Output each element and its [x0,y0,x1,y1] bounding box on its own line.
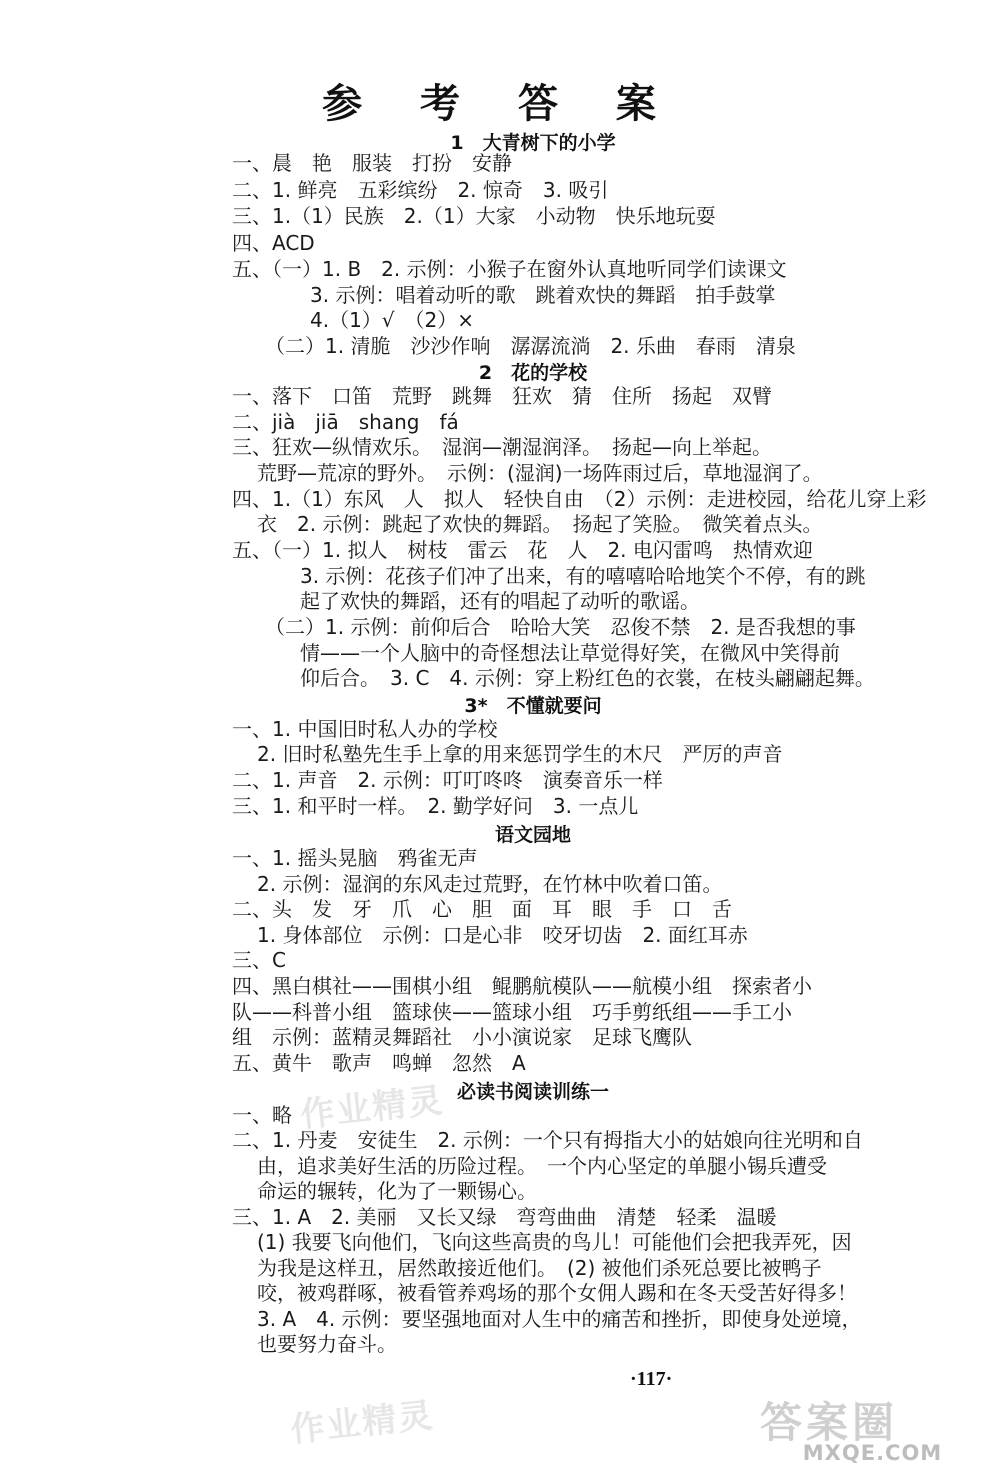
answer-line: 仰后合。 3. C 4. 示例：穿上粉红色的衣裳，在枝头翩翩起舞。 [300,666,875,690]
answer-line: 由，追求美好生活的历险过程。 一个内心坚定的单腿小锡兵遭受 [257,1154,827,1178]
answer-line: 组 示例：蓝精灵舞蹈社 小小演说家 足球飞鹰队 [232,1025,692,1049]
answer-line: (1) 我要飞向他们，飞向这些高贵的鸟儿！可能他们会把我弄死，因 [257,1230,852,1254]
answer-line: 二、1. 鲜亮 五彩缤纷 2. 惊奇 3. 吸引 [232,178,609,202]
answer-line: 1. 身体部位 示例：口是心非 咬牙切齿 2. 面红耳赤 [257,923,748,947]
answer-line: 三、狂欢—纵情欢乐。 湿润—潮湿润泽。 扬起—向上举起。 [232,435,772,459]
answer-line: 2. 示例：湿润的东风走过荒野，在竹林中吹着口笛。 [257,872,723,896]
section-heading: 3* 不懂就要问 [464,695,602,717]
answer-line: 为我是这样丑，居然敢接近他们。 (2) 被他们杀死总要比被鸭子 [257,1256,822,1280]
answer-line: 四、ACD [232,231,315,255]
answer-line: （二）1. 清脆 沙沙作响 潺潺流淌 2. 乐曲 春雨 清泉 [265,334,796,358]
answer-line: 命运的辗转，化为了一颗锡心。 [257,1179,537,1203]
answer-line: 情——一个人脑中的奇怪想法让草觉得好笑，在微风中笑得前 [300,641,840,665]
watermark-logo-cn: 答案圈 [760,1398,899,1447]
answer-line: 五、黄牛 歌声 鸣蝉 忽然 A [232,1051,526,1075]
answer-line: 队——科普小组 篮球侠——篮球小组 巧手剪纸组——手工小 [232,1000,792,1024]
answer-line: 二、1. 声音 2. 示例：叮叮咚咚 演奏音乐一样 [232,768,663,792]
answer-line: 荒野—荒凉的野外。 示例：(湿润)一场阵雨过后，草地湿润了。 [257,461,823,485]
watermark-text: 作业精灵 [298,1080,447,1136]
answer-line: 四、1.（1）东风 人 拟人 轻快自由 （2）示例：走进校园，给花儿穿上彩 [232,487,927,511]
answer-line: 五、（一）1. 拟人 树枝 雷云 花 人 2. 电闪雷鸣 热情欢迎 [232,538,813,562]
answer-line: 一、落下 口笛 荒野 跳舞 狂欢 猜 住所 扬起 双臂 [232,384,772,408]
section-heading: 语文园地 [494,824,571,846]
page-number: ·117· [630,1368,673,1390]
answer-line: 一、1. 中国旧时私人办的学校 [232,717,498,741]
answer-line: 三、1. A 2. 美丽 又长又绿 弯弯曲曲 清楚 轻柔 温暖 [232,1205,777,1229]
answer-line: 3. 示例：唱着动听的歌 跳着欢快的舞蹈 拍手鼓掌 [310,283,776,307]
answer-line: 二、头 发 牙 爪 心 胆 面 耳 眼 手 口 舌 [232,897,732,921]
answer-line: 4.（1）√ （2）× [310,308,475,332]
watermark-logo [750,1390,995,1465]
section-heading: 2 花的学校 [478,362,588,384]
watermark-logo-url: MXQE.COM [802,1441,943,1465]
answer-line: 3. A 4. 示例：要坚强地面对人生中的痛苦和挫折，即使身处逆境， [257,1307,862,1331]
answer-line: 2. 旧时私塾先生手上拿的用来惩罚学生的木尺 严厉的声音 [257,742,783,766]
answer-line: 五、（一）1. B 2. 示例：小猴子在窗外认真地听同学们读课文 [232,257,787,281]
answer-line: 咬，被鸡群啄，被看管养鸡场的那个女佣人踢和在冬天受苦好得多！ [257,1281,857,1305]
answer-line: 三、C [232,948,286,972]
answer-line: 3. 示例：花孩子们冲了出来，有的嘻嘻哈哈地笑个不停，有的跳 [300,564,866,588]
section-heading: 1 大青树下的小学 [450,132,616,154]
page-title: 参 考 答 案 [322,81,678,127]
answer-line: 一、1. 摇头晃脑 鸦雀无声 [232,846,478,870]
watermark-text: 作业精灵 [288,1395,437,1451]
answer-line: 二、1. 丹麦 安徒生 2. 示例：一个只有拇指大小的姑娘向往光明和自 [232,1128,863,1152]
answer-line: 三、1. 和平时一样。 2. 勤学好问 3. 一点儿 [232,794,639,818]
answer-line: 一、略 [232,1103,292,1127]
answer-line: 也要努力奋斗。 [257,1332,397,1356]
answer-line: 三、1.（1）民族 2.（1）大家 小动物 快乐地玩耍 [232,204,716,228]
answer-line: 衣 2. 示例：跳起了欢快的舞蹈。 扬起了笑脸。 微笑着点头。 [257,512,823,536]
answer-line: （二）1. 示例：前仰后合 哈哈大笑 忍俊不禁 2. 是否我想的事 [265,615,856,639]
section-heading: 必读书阅读训练一 [456,1081,609,1103]
answer-line: 四、黑白棋社——围棋小组 鲲鹏航模队——航模小组 探索者小 [232,974,812,998]
answer-line: 起了欢快的舞蹈，还有的唱起了动听的歌谣。 [300,589,700,613]
answer-line: 一、晨 艳 服装 打扮 安静 [232,151,512,175]
answer-line: 二、jià jiā shang fá [232,410,459,434]
